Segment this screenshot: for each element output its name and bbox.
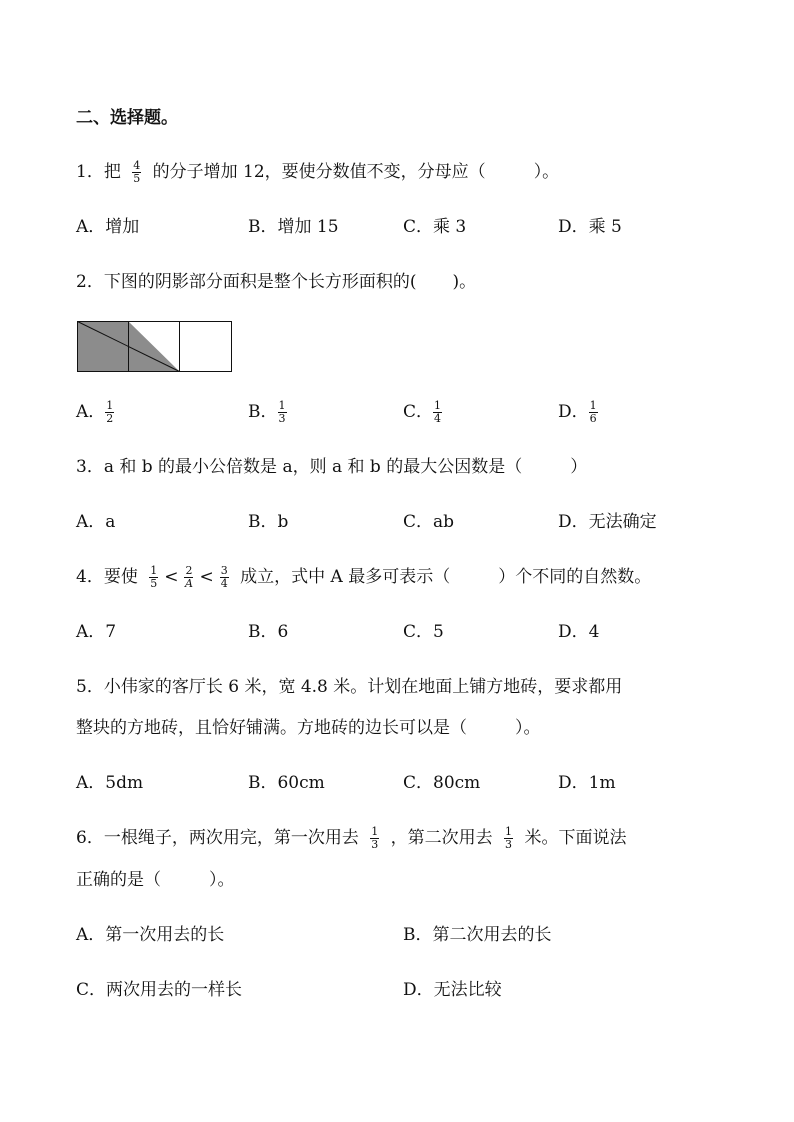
q4-end: ）个不同的自然数。 <box>498 567 652 587</box>
q2-option-b[interactable] <box>248 400 293 425</box>
q4-less-than-1: < <box>164 567 179 587</box>
frac-num: 1 <box>434 399 442 412</box>
q1-prefix: 1．把 <box>76 162 121 182</box>
question-4 <box>76 565 754 590</box>
q2-option-a-letter: A． <box>76 402 106 422</box>
q6-fraction-2 <box>504 826 513 851</box>
q1-fraction <box>132 160 141 185</box>
q6-option-b[interactable]: B．第二次用去的长 <box>403 925 552 945</box>
q1-end: ）。 <box>533 162 560 182</box>
q6-prefix: 6．一根绳子，两次用完，第一次用去 <box>76 828 359 848</box>
question-2 <box>76 270 754 294</box>
q5-option-b[interactable]: B．60cm <box>248 773 325 793</box>
q2-option-d-letter: D． <box>558 402 589 422</box>
question-1 <box>76 160 754 185</box>
q2-option-b-letter: B． <box>248 402 278 422</box>
q6-fraction-1 <box>370 826 379 851</box>
frac-num: 2 <box>185 564 193 577</box>
q6-option-a[interactable]: A．第一次用去的长 <box>76 925 225 945</box>
q4-less-than-2: < <box>199 567 214 587</box>
q4-option-a[interactable]: A．7 <box>76 622 117 642</box>
question-5-line-1: 5．小伟家的客厅长 6 米，宽 4.8 米。计划在地面上铺方地砖，要求都用 <box>76 677 623 697</box>
q4-option-b[interactable]: B．6 <box>248 622 289 642</box>
frac-num: 1 <box>505 825 513 838</box>
q2-option-a[interactable] <box>76 400 120 425</box>
q2-option-d-fraction <box>589 400 598 425</box>
frac-den: A <box>185 577 193 590</box>
q3-option-b[interactable]: B．b <box>248 512 289 532</box>
q3-option-d[interactable]: D．无法确定 <box>558 512 657 532</box>
frac-den: 5 <box>150 577 158 590</box>
q1-option-c[interactable]: C．乘 3 <box>403 217 467 237</box>
shaded-rectangle-figure <box>77 321 233 373</box>
frac-num: 1 <box>371 825 379 838</box>
q2-option-c[interactable] <box>403 400 448 425</box>
frac-den: 3 <box>278 412 286 425</box>
q5-option-c[interactable]: C．80cm <box>403 773 481 793</box>
q4-fraction-3 <box>220 565 229 590</box>
question-6-line-2 <box>76 868 754 892</box>
frac-num: 1 <box>150 564 158 577</box>
q6-middle: ，第二次用去 <box>390 828 493 848</box>
q3-text: 3．a 和 b 的最小公倍数是 a，则 a 和 b 的最大公因数是（ <box>76 457 523 477</box>
q1-option-b[interactable]: B．增加 15 <box>248 217 339 237</box>
q1-option-d[interactable]: D．乘 5 <box>558 217 622 237</box>
q2-end: )。 <box>452 272 477 292</box>
q4-prefix: 4．要使 <box>76 567 138 587</box>
q4-fraction-2 <box>184 565 193 590</box>
frac-num: 1 <box>278 399 286 412</box>
q2-option-c-fraction <box>433 400 442 425</box>
frac-num: 3 <box>220 564 228 577</box>
frac-num: 1 <box>589 399 597 412</box>
q6-end: ）。 <box>209 870 235 890</box>
q2-option-b-fraction <box>278 400 287 425</box>
q5-line2-text: 整块的方地砖，且恰好铺满。方地砖的边长可以是（ <box>76 718 467 738</box>
frac-den: 4 <box>434 412 442 425</box>
q3-end: ） <box>570 457 588 477</box>
question-3 <box>76 455 754 479</box>
question-6-line-1 <box>76 826 754 851</box>
frac-den: 3 <box>371 838 379 851</box>
q3-option-c[interactable]: C．ab <box>403 512 455 532</box>
q6-option-d[interactable]: D．无法比较 <box>403 980 502 1000</box>
q6-suffix: 米。下面说法 <box>524 828 627 848</box>
frac-den: 4 <box>220 577 228 590</box>
q6-line2-text: 正确的是（ <box>76 870 161 890</box>
frac-num: 1 <box>106 399 114 412</box>
q5-option-d[interactable]: D．1m <box>558 773 616 793</box>
q6-option-c[interactable]: C．两次用去的一样长 <box>76 980 243 1000</box>
q2-option-c-letter: C． <box>403 402 434 422</box>
q2-option-d[interactable] <box>558 400 604 425</box>
q4-option-c[interactable]: C．5 <box>403 622 444 642</box>
q1-suffix: 的分子增加 12，要使分数值不变，分母应（ <box>152 162 486 182</box>
q2-text: 2．下图的阴影部分面积是整个长方形面积的( <box>76 272 417 292</box>
q1-frac-num: 4 <box>133 159 141 172</box>
q1-option-a[interactable]: A．增加 <box>76 217 140 237</box>
q5-end: ）。 <box>515 718 541 738</box>
q4-suffix: 成立，式中 A 最多可表示（ <box>240 567 451 587</box>
frac-den: 2 <box>106 412 114 425</box>
q3-option-a[interactable]: A．a <box>76 512 116 532</box>
question-5-line-2 <box>76 716 754 740</box>
q5-option-a[interactable]: A．5dm <box>76 773 144 793</box>
section-title: 二、选择题。 <box>76 108 178 128</box>
q1-frac-den: 5 <box>133 172 141 185</box>
q2-option-a-fraction <box>105 400 114 425</box>
q4-fraction-1 <box>149 565 158 590</box>
q4-option-d[interactable]: D．4 <box>558 622 600 642</box>
frac-den: 3 <box>505 838 513 851</box>
frac-den: 6 <box>589 412 597 425</box>
